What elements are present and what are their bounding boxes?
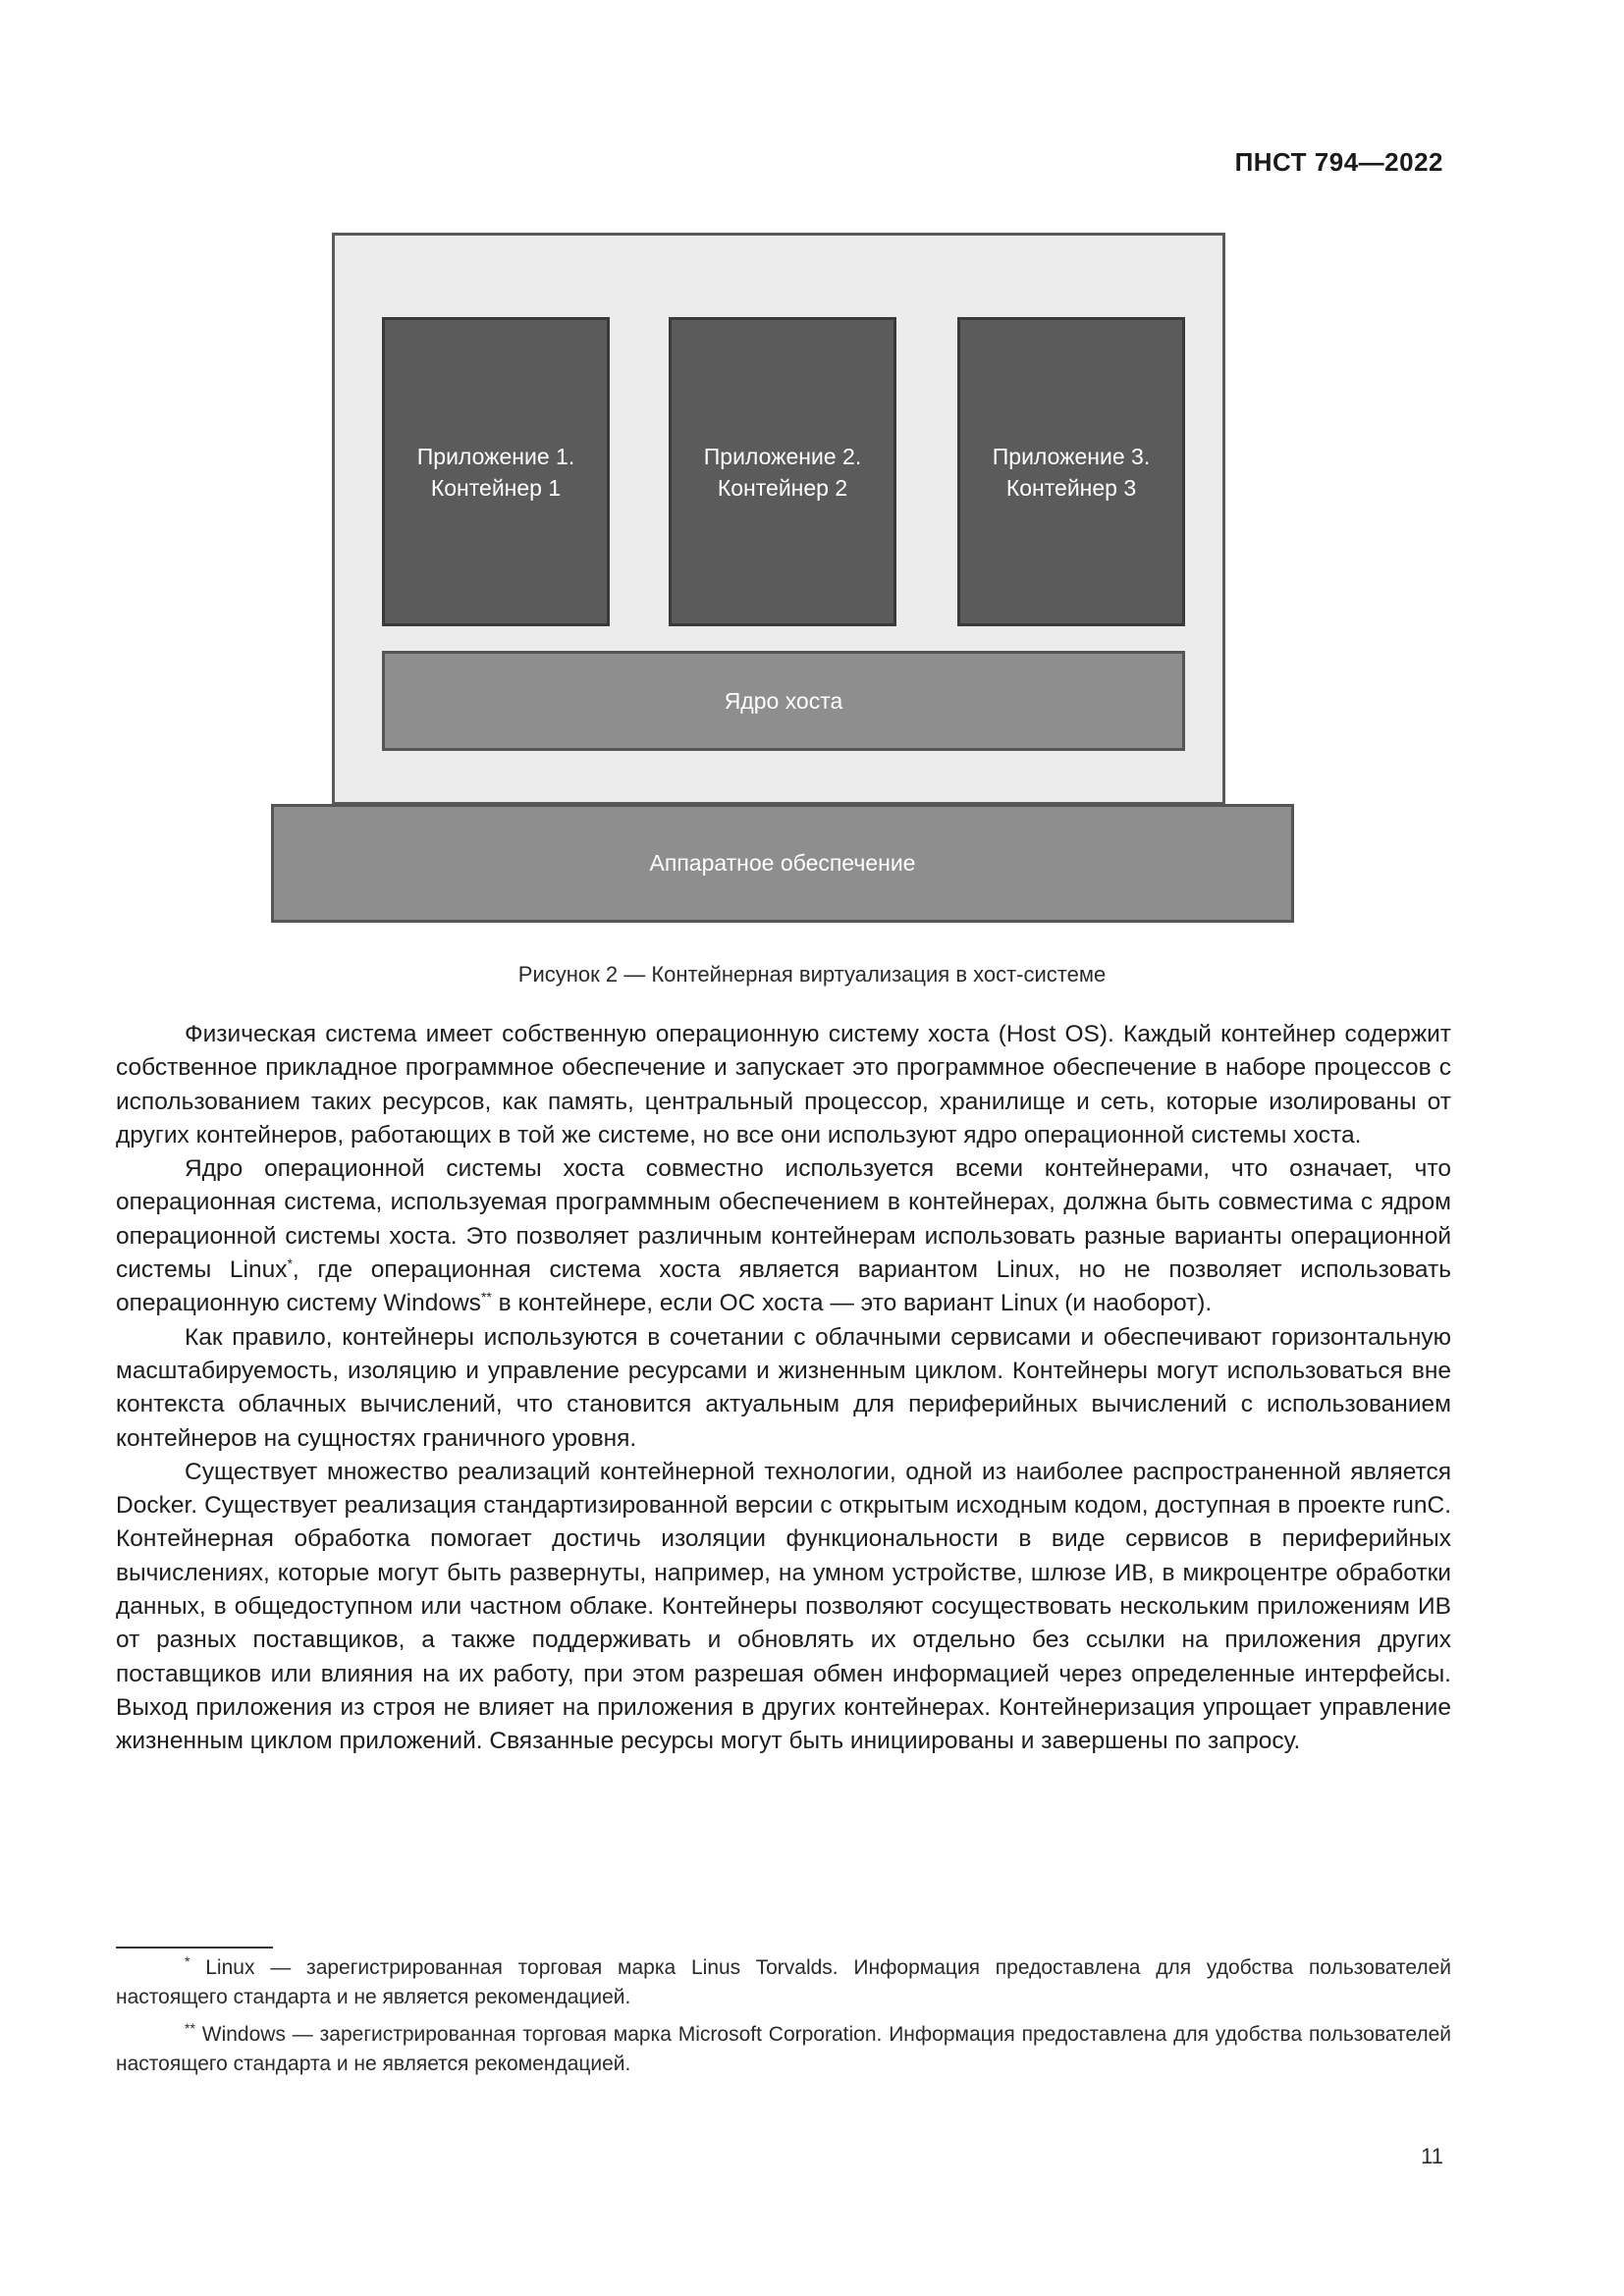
- host-kernel-label: Ядро хоста: [724, 687, 843, 714]
- paragraph-4: Существует множество реализаций контейнерной технологии, одной из наиболее распространенной является Docker. Существует реализация стандартизированной версии с открытым исходным кодом, доступная в проекте runC. Контейнерная обработка помогает достичь изоляции функциональности в виде сервисов в периферийных вычислениях, которые могут быть развернуты, например, на умном устройстве, шлюзе ИВ, в микроцентре обработки данных, в общедоступном или частном облаке. Контейнеры позволяют сосуществовать нескольким приложениям ИВ от разных поставщиков, а также поддерживать и обновлять их отдельно без ссылки на приложения других поставщиков или влияния на их работу, при этом разрешая обмен информацией через определенные интерфейсы. Выход приложения из строя не влияет на приложения в других контейнерах. Контейнеризация упрощает управление жизненным циклом приложений. Связанные ресурсы могут быть инициированы и завершены по запросу.: [116, 1458, 1451, 1755]
- footnote-2-mark: **: [185, 2020, 195, 2036]
- figure-container-virtualization: [0, 0, 1624, 942]
- container-1-line2: Контейнер 1: [430, 474, 562, 501]
- hardware-label: Аппаратное обеспечение: [649, 850, 916, 876]
- host-kernel-bar: [382, 651, 1185, 751]
- paragraph-2-part-c: в контейнере, если ОС хоста — это вариант Linux (и наоборот).: [491, 1290, 1213, 1317]
- container-1-line1: Приложение 1.: [416, 443, 575, 469]
- hardware-bar: [271, 804, 1294, 923]
- container-3-line1: Приложение 3.: [992, 443, 1151, 469]
- paragraph-3: Как правило, контейнеры используются в сочетании с облачными сервисами и обеспечивают горизонтальную масштабируемость, изоляцию и управление ресурсами и жизненным циклом. Контейнеры могут использоваться вне контекста облачных вычислений, что становится актуальным для периферийных вычислений с использованием контейнеров на сущностях граничного уровня.: [116, 1323, 1451, 1452]
- container-1-box: [382, 317, 610, 626]
- page-number: 11: [1421, 2144, 1443, 2168]
- container-2-box: [669, 317, 896, 626]
- paragraph-1: Физическая система имеет собственную операционную систему хоста (Host OS). Каждый контейнер содержит собственное прикладное программное обеспечение и запускает это программное обеспечение в наборе процессов с использованием таких ресурсов, как память, центральный процессор, хранилище и сеть, которые изолированы от других контейнеров, работающих в той же системе, но все они используют ядро операционной системы хоста.: [116, 1021, 1451, 1148]
- footnote-1-text: Linux — зарегистрированная торговая марка Linus Torvalds. Информация предоставлена для удобства пользователей настоящего стандарта и не является рекомендацией.: [116, 1956, 1451, 2008]
- body-text: [116, 1018, 1451, 1759]
- paragraph-2-part-b: , где операционная система хоста является вариантом Linux, но не позволяет использовать операционную систему Windows: [116, 1256, 1452, 1317]
- footnotes: [116, 1953, 1451, 2087]
- footnote-2: [116, 2020, 1451, 2079]
- figure-caption: Рисунок 2 — Контейнерная виртуализация в хост-системе: [517, 962, 1107, 987]
- footnote-ref-1: *: [287, 1255, 293, 1271]
- paragraph-2: [116, 1152, 1451, 1320]
- container-2-line2: Контейнер 2: [717, 474, 848, 501]
- footnote-2-text: Windows — зарегистрированная торговая марка Microsoft Corporation. Информация предоставлена для удобства пользователей настоящего стандарта и не является рекомендацией.: [116, 2023, 1451, 2075]
- container-3-box: [957, 317, 1185, 626]
- container-2-line1: Приложение 2.: [703, 443, 862, 469]
- footnote-1-mark: *: [185, 1953, 190, 1969]
- paragraph-2-part-a: Ядро операционной системы хоста совместно используется всеми контейнерами, что означает, что операционная система, используемая программным обеспечением в контейнерах, должна быть совместима с ядром операционной системы хоста. Это позволяет различным контейнерам использовать разные варианты операционной системы Linux: [116, 1155, 1451, 1284]
- footnote-ref-2: **: [480, 1289, 492, 1306]
- document-code: ПНСТ 794—2022: [1234, 147, 1443, 177]
- footnote-separator: [116, 1947, 273, 1949]
- footnote-1: [116, 1953, 1451, 2012]
- container-3-line2: Контейнер 3: [1005, 474, 1137, 501]
